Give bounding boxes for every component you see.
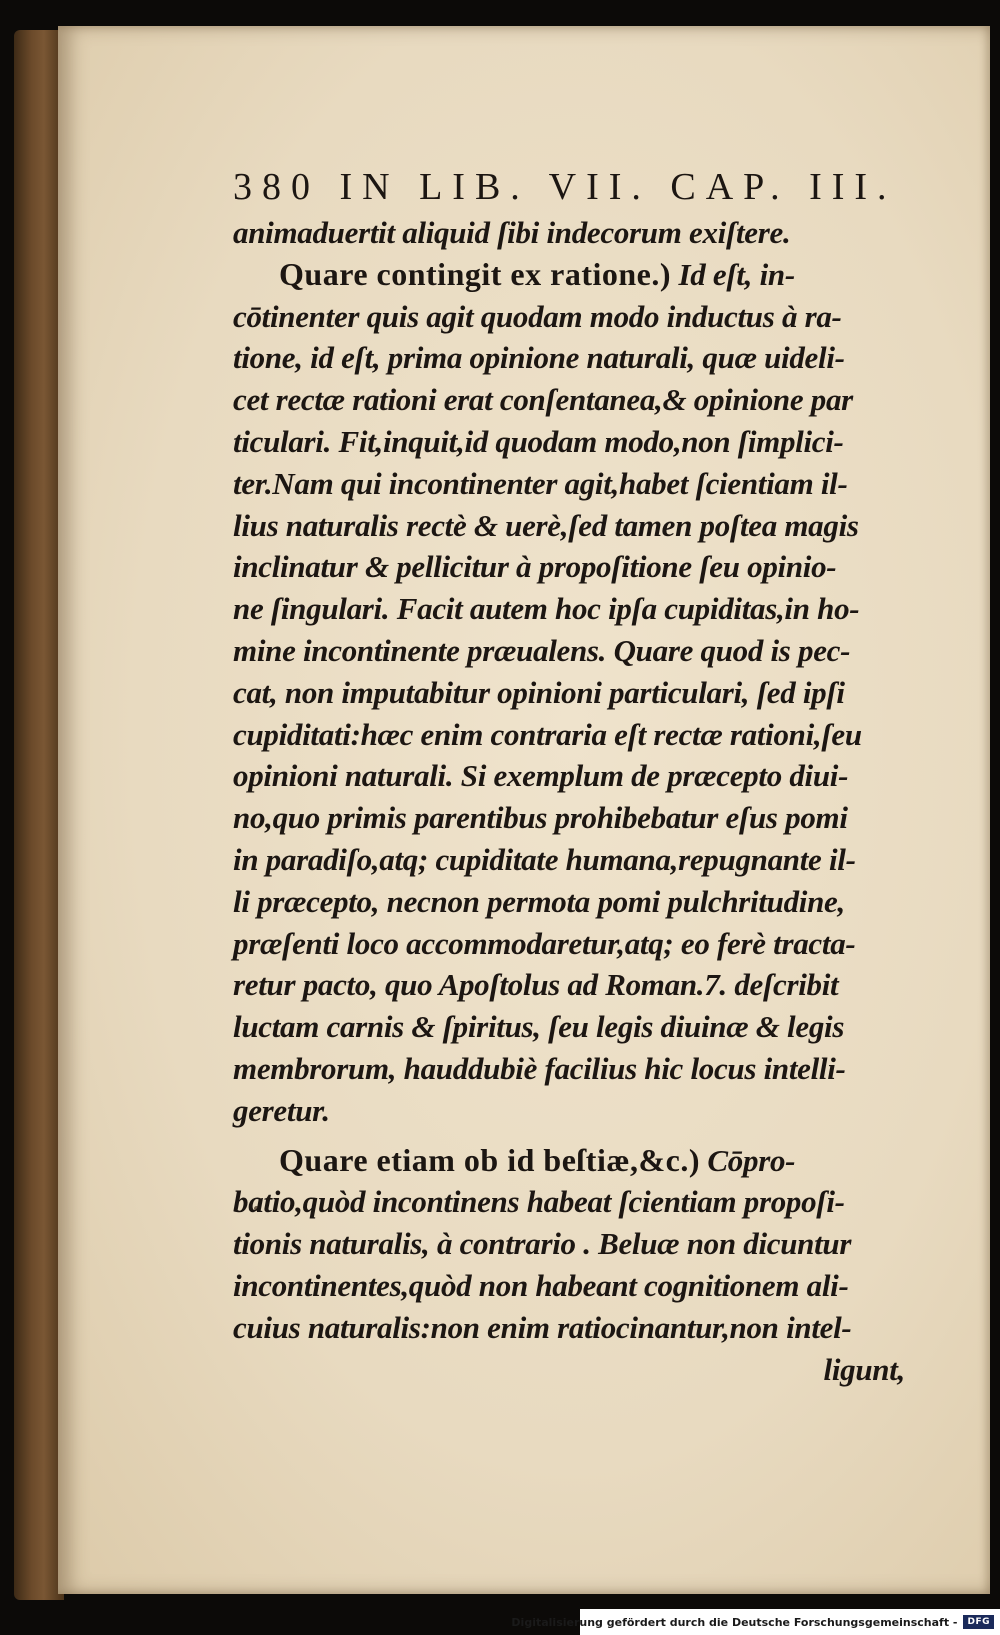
book-edge <box>14 30 64 1600</box>
line-text: cupiditati:hæc enim contraria eſt rectæ rationi,ſeu <box>233 716 862 752</box>
line-text: lius naturalis rectè & uerè,ſed tamen poſtea magis <box>233 507 859 543</box>
line-text: geretur. <box>233 1092 330 1128</box>
line-text: in paradiſo,atq; cupiditate humana,repugnante il- <box>233 841 856 877</box>
text-line <box>233 1265 953 1307</box>
text-line <box>233 421 953 463</box>
line-text: cat, non imputabitur opinioni particulari, ſed ipſi <box>233 674 845 710</box>
line-text: batio,quòd incontinens habeat ſcientiam propoſi- <box>233 1184 845 1220</box>
text-line <box>233 1181 953 1223</box>
line-text: ter.Nam qui incontinenter agit,habet ſcientiam il- <box>233 465 848 501</box>
catchword <box>233 1349 953 1391</box>
line-text: Cōpro- <box>699 1142 796 1178</box>
text-line <box>233 839 953 881</box>
line-text: præſenti loco accommodaretur,atq; eo ferè tracta- <box>233 925 856 961</box>
text-line <box>233 755 953 797</box>
line-text: no,quo primis parentibus prohibebatur eſus pomi <box>233 800 848 836</box>
line-text: animaduertit aliquid ſibi indecorum exiſtere. <box>233 215 791 250</box>
text-line <box>233 212 953 254</box>
text-line <box>233 1140 953 1182</box>
lemma: Quare contingit ex ratione.) <box>279 255 672 292</box>
text-line <box>233 463 953 505</box>
line-text: cet rectæ rationi erat conſentanea,& opinione par <box>233 382 853 418</box>
text-line <box>233 1006 953 1048</box>
line-text: opinioni naturali. Si exemplum de præcepto diui- <box>233 758 849 794</box>
text-line <box>233 672 953 714</box>
line-text: ligunt, <box>823 1351 905 1387</box>
line-text: incontinentes,quòd non habeant cognitionem ali- <box>233 1267 849 1303</box>
line-text: membrorum, hauddubiè facilius hic locus intelli- <box>233 1050 846 1086</box>
text-line <box>233 588 953 630</box>
line-text: li præcepto, necnon permota pomi pulchritudine, <box>233 883 845 919</box>
text-line <box>233 630 953 672</box>
text-line <box>233 714 953 756</box>
text-line <box>233 1090 953 1132</box>
line-text: tionis naturalis, à contrario . Beluæ non dicuntur <box>233 1226 852 1262</box>
text-line <box>233 964 953 1006</box>
text-line <box>233 546 953 588</box>
text-line <box>233 254 953 296</box>
line-text: cuius naturalis:non enim ratiocinantur,non intel- <box>233 1309 852 1345</box>
line-text: ticulari. Fit,inquit,id quodam modo,non ſimplici- <box>233 423 844 459</box>
text-line <box>233 1048 953 1090</box>
digitization-footer <box>511 1609 1000 1635</box>
text-line <box>233 505 953 547</box>
text-line <box>233 923 953 965</box>
running-head: 380 IN LIB. VII. CAP. III. <box>233 166 897 208</box>
line-text: Id eſt, in- <box>671 256 795 292</box>
line-text: retur pacto, quo Apoſtolus ad Roman.7. deſcribit <box>233 967 839 1003</box>
text-line <box>233 296 953 338</box>
text-line <box>233 1307 953 1349</box>
line-text: cōtinenter quis agit quodam modo inductus à ra- <box>233 298 842 334</box>
line-text: tione, id eſt, prima opinione naturali, quæ uideli- <box>233 340 845 376</box>
footer-credit: Digitalisierung gefördert durch die Deutsche Forschungsgemeinschaft - <box>511 1615 958 1629</box>
lemma: Quare etiam ob id beſtiæ,&c.) <box>279 1141 700 1178</box>
text-line <box>233 337 953 379</box>
line-text: inclinatur & pellicitur à propoſitione ſeu opinio- <box>233 549 837 585</box>
text-block <box>233 162 953 1390</box>
text-line <box>233 1223 953 1265</box>
text-line <box>233 379 953 421</box>
line-text: luctam carnis & ſpiritus, ſeu legis diuinæ & legis <box>233 1009 845 1045</box>
text-line <box>233 881 953 923</box>
line-text: ne ſingulari. Facit autem hoc ipſa cupiditas,in ho- <box>233 591 860 627</box>
line-text: mine incontinente præualens. Quare quod is pec- <box>233 632 851 668</box>
text-line <box>233 797 953 839</box>
dfg-logo: DFG <box>963 1615 994 1629</box>
